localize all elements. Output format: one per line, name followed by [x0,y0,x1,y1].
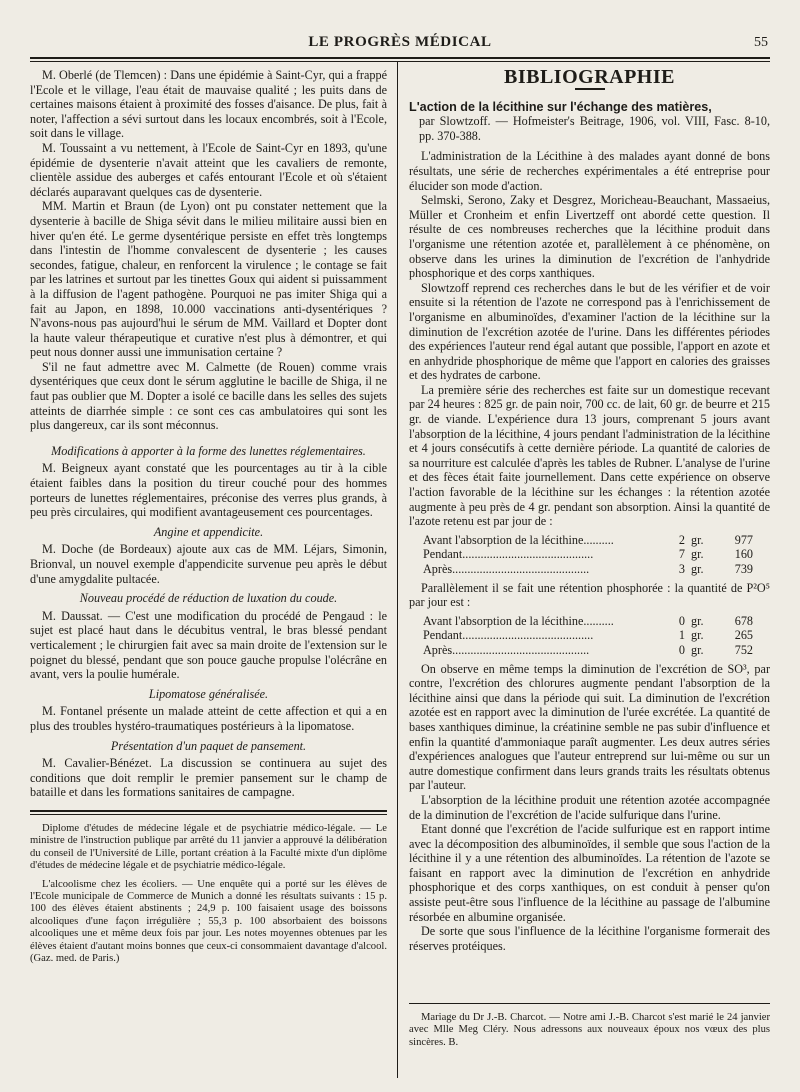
section-heading: Modifications à apporter à la forme des lunettes réglementaires. [51,443,366,458]
paragraph: M. Cavalier-Bénézet. La discussion se continuera au sujet des conditions que doit remplir le premier pansement sur le champ de bataille et dans les formations sanitaires de campagne. [30,756,387,800]
section-heading: Angine et appendicite. [153,524,264,539]
paragraph: M. Daussat. — C'est une modification du procédé de Pengaud : le sujet est placé haut dans le décubitus ventral, le bras blessé pendant verticalement ; le chirurgien fait avec sa main droite de l'extension sur le poignet du blessé, pendant que son pouce gauche propulse l'olécrâne en avant, vers la poulie humérale. [30,608,387,682]
header-rule-thin [30,61,770,62]
notice-rule [409,1003,770,1004]
news-item: L'alcoolisme chez les écoliers. — Une enquête qui a porté sur les élèves de l'Ecole municipale de Commerce de Munich a donné les résultats suivants : 15 p. 100 des élèves étaient abstinents ; 24,9 p. 100 faisaient usage des boissons alcooliques d'une façon irrégulière ; 55,3 p. 100 absorbaient des boissons alcooliques une et même deux fois par jour. Les notes moyennes obtenues par les élèves étaient d'autant moins bonnes que ceux-ci consommaient davantage d'alcool. (Gaz. med. de Paris.) [30,878,387,964]
column-divider [397,62,398,1078]
journal-title: LE PROGRÈS MÉDICAL [308,34,492,50]
section-heading: Nouveau procédé de réduction de luxation du coude. [79,591,338,606]
table-row: Pendant........................................... 1 gr. 265 [423,628,753,643]
paragraph: Selmski, Serono, Zaky et Desgrez, Moricheau-Beauchant, Massaeius, Müller et Cronheim et enfin Livertzeff ont abordé cette question. Il résulte de ces nombreuses recherches que la lécithine produit dans l'organisme une rétention azotée et, parallèlement à ce phénomène, on observe dans les urines la diminution de l'excrétion de l'anhydride phosphorique et des corps xanthiques. [409,193,770,281]
paragraph: M. Doche (de Bordeaux) ajoute aux cas de MM. Léjars, Simonin, Brionval, un nouvel exemple d'appendicite survenue peu après le début d'une amygdalite pultacée. [30,542,387,586]
table-row: Avant l'absorption de la lécithine.......... 2 gr. 977 [423,532,753,547]
paragraph: De sorte que sous l'influence de la lécithine l'organisme formerait des réserves protéiques. [409,924,770,953]
article-title: L'action de la lécithine sur l'échange des matières, [409,99,712,114]
marriage-notice [409,1003,770,1049]
news-rule-thin [30,814,387,815]
paragraph: MM. Martin et Braun (de Lyon) ont pu constater nettement que la dysenterie à bacille de Shiga sévit dans le milieu militaire aussi bien en hiver qu'en été. Le germe dysentérique persiste en effet très longtemps dans l'intestin de l'homme convalescent de dysenterie ; les causes secondes, fatigue, chaleur, en renforcent la virulence ; le contage se fait par les latrines et surtout par les tinettes Goux qui aident si puissamment à la diffusion de l'agent pathogène. Pourquoi ne pas imiter Shiga qui a fait au Japon, en 1898, 10.000 vaccinations anti-dysentériques ? N'avons-nous pas aujourd'hui le sérum de MM. Vaillard et Dopter dont la haute valeur thérapeutique et curative n'est plus à démontrer, et qui peut nous donner aussi une immunisation certaine ? [30,199,387,360]
nitrogen-table [423,533,753,577]
news-rule [30,810,387,812]
paragraph: La première série des recherches est faite sur un domestique recevant par 24 heures : 825 gr. de pain noir, 700 cc. de lait, 60 gr. de beurre et 215 gr. de viande. L'expérience dura 13 jours, comprenant 5 jours avant l'absorption de la lécithine, 4 jours pendant l'administration de la lécithine et 4 jours consécutifs à cette dernière période. La quantité de calories de sa nourriture est calculée d'après les tables de Rubner. L'analyse de l'urine et des fèces était faite journellement. Dans cette expérience on observe l'action favorable de la lécithine sur les échanges : la rétention azotée augmente à peu près de 4 gr. pendant son absorption. Ainsi la quantité de l'azote retenu est par jour de : [409,382,770,529]
table-row: Après............................................. 3 gr. 739 [423,562,753,576]
paragraph: Etant donné que l'excrétion de l'acide sulfurique est en rapport intime avec la décomposition des albuminoïdes, il semble que sous l'action de la lécithine il y a une rétention des albuminoïdes. La rétention de l'azote se faisant en rapport avec la diminution de l'excrétion en anhydride phosphorique et des corps xanthiques, on est conduit à penser qu'on assiste peut-être sous l'influence de la lécithine au passage de l'albumine résorbée en albumine organisée. [409,822,770,924]
header-rule [30,57,770,59]
right-column [409,68,770,953]
paragraph: S'il ne faut admettre avec M. Calmette (de Rouen) comme vrais dysentériques que ceux dont le sérum agglutine le bacille de Shiga, il ne faut pas oublier que M. Dopter a isolé ce bacille dans les selles des sujets atteints de diarrhée simple : ce sont ces cas ambulatoires qui sont les plus dangereux, car ils sont méconnus. [30,359,387,433]
table-row: Avant l'absorption de la lécithine.......... 0 gr. 678 [423,613,753,628]
left-column [30,68,387,965]
paragraph: Slowtzoff reprend ces recherches dans le but de les vérifier et de voir ensuite si la rétention de l'azote ne correspond pas à l'enrichissement de l'organisme en albuminoïdes, d'examiner l'action de la lécithine sur la diminution de l'excrétion azotée de l'urine. Dans les différentes périodes des expériences l'auteur rend égal autant que possible, l'apport en azote et en anhydride phosphorique de même que l'apport en calories des graisses et des hydrates de carbone. [409,280,770,383]
paragraph: L'administration de la Lécithine à des malades ayant donné de bons résultats, une série de recherches expérimentales a été entreprise pour élucider son mode d'action. [409,149,770,193]
paragraph: M. Beigneux ayant constaté que les pourcentages au tir à la cible étaient faibles dans la position du tireur couché pour des hommes porteurs de lunettes réglementaires, préconise des verres plus grands, à peu près circulaires, qui modifient avantageusement ces pourcentages. [30,461,387,520]
table-row: Après............................................. 0 gr. 752 [423,642,753,657]
paragraph: M. Oberlé (de Tlemcen) : Dans une épidémie à Saint-Cyr, qui a frappé l'Ecole et le village, l'eau était de mauvaise qualité ; les puits dans de certaines maisons étaient à proximité des fosses d'aisance. De plus, fait à noter, l'affection a sévi surtout dans les locaux encombrés, soit à l'Ecole, soit dans le village. [30,68,387,141]
paragraph: Parallèlement il se fait une rétention phosphorée : la quantité de P²O⁵ par jour est : [409,580,770,610]
paragraph: On observe en même temps la diminution de l'excrétion de SO³, par contre, l'excrétion des chlorures augmente pendant l'absorption de la lécithine ainsi que dans la période qui suit. La diminution de l'excrétion azotée est en rapport avec la diminution de l'urée excrétée. La quantité de bases xanthiques diminue, la créatinine semble ne pas subir d'influence et enfin la quantité d'ammoniaque paraît augmenter. Les deux autres séries d'expériences analogues que l'auteur entreprend sur lui-même ou sur un autre domestique confirment dans leurs grands traits les résultats obtenus par l'auteur. [409,661,770,793]
section-heading: Présentation d'un paquet de pansement. [110,738,307,753]
phosphorus-table [423,614,753,658]
paragraph: L'absorption de la lécithine produit une rétention azotée accompagnée de la diminution de l'excrétion de l'acide sulfurique dans l'urine. [409,792,770,822]
page-number: 55 [754,35,768,50]
section-title: BIBLIOGRAPHIE [504,66,675,88]
article-author: par Slowtzoff. — Hofmeister's Beitrage, 1906, vol. VIII, Fasc. 8-10, pp. 370-388. [419,114,770,143]
paragraph: M. Fontanel présente un malade atteint de cette affection et qui a en plus des troubles hystéro-traumatiques postérieurs à la lipomatose. [30,704,387,733]
section-heading: Lipomatose généralisée. [148,686,269,701]
paragraph: M. Toussaint a vu nettement, à l'Ecole de Saint-Cyr en 1893, qu'une épidémie de dysenterie n'avait atteint que les cavaliers de remonte, clientèle assidue des auberges et cafés entourant l'Ecole et où s'étaient déclarés auparavant quelques cas de dysenterie. [30,140,387,199]
table-row: Pendant........................................... 7 gr. 160 [423,547,753,562]
news-item: Diplome d'études de médecine légale et de psychiatrie médico-légale. — Le ministre de l'instruction publique par arrêté du 11 janvier a approuvé la délibération du conseil de l'Université de Lille, portant création à la Faculté mixte d'un diplôme d'études de médecine légale et de psychiatrie médico-légale. [30,822,387,872]
notice-text: Mariage du Dr J.-B. Charcot. — Notre ami J.-B. Charcot s'est marié le 24 janvier avec Mlle Meg Cléry. Nous adressons aux nouveaux époux nos vœux des plus sincères. B. [409,1012,770,1048]
page-header [30,30,770,56]
